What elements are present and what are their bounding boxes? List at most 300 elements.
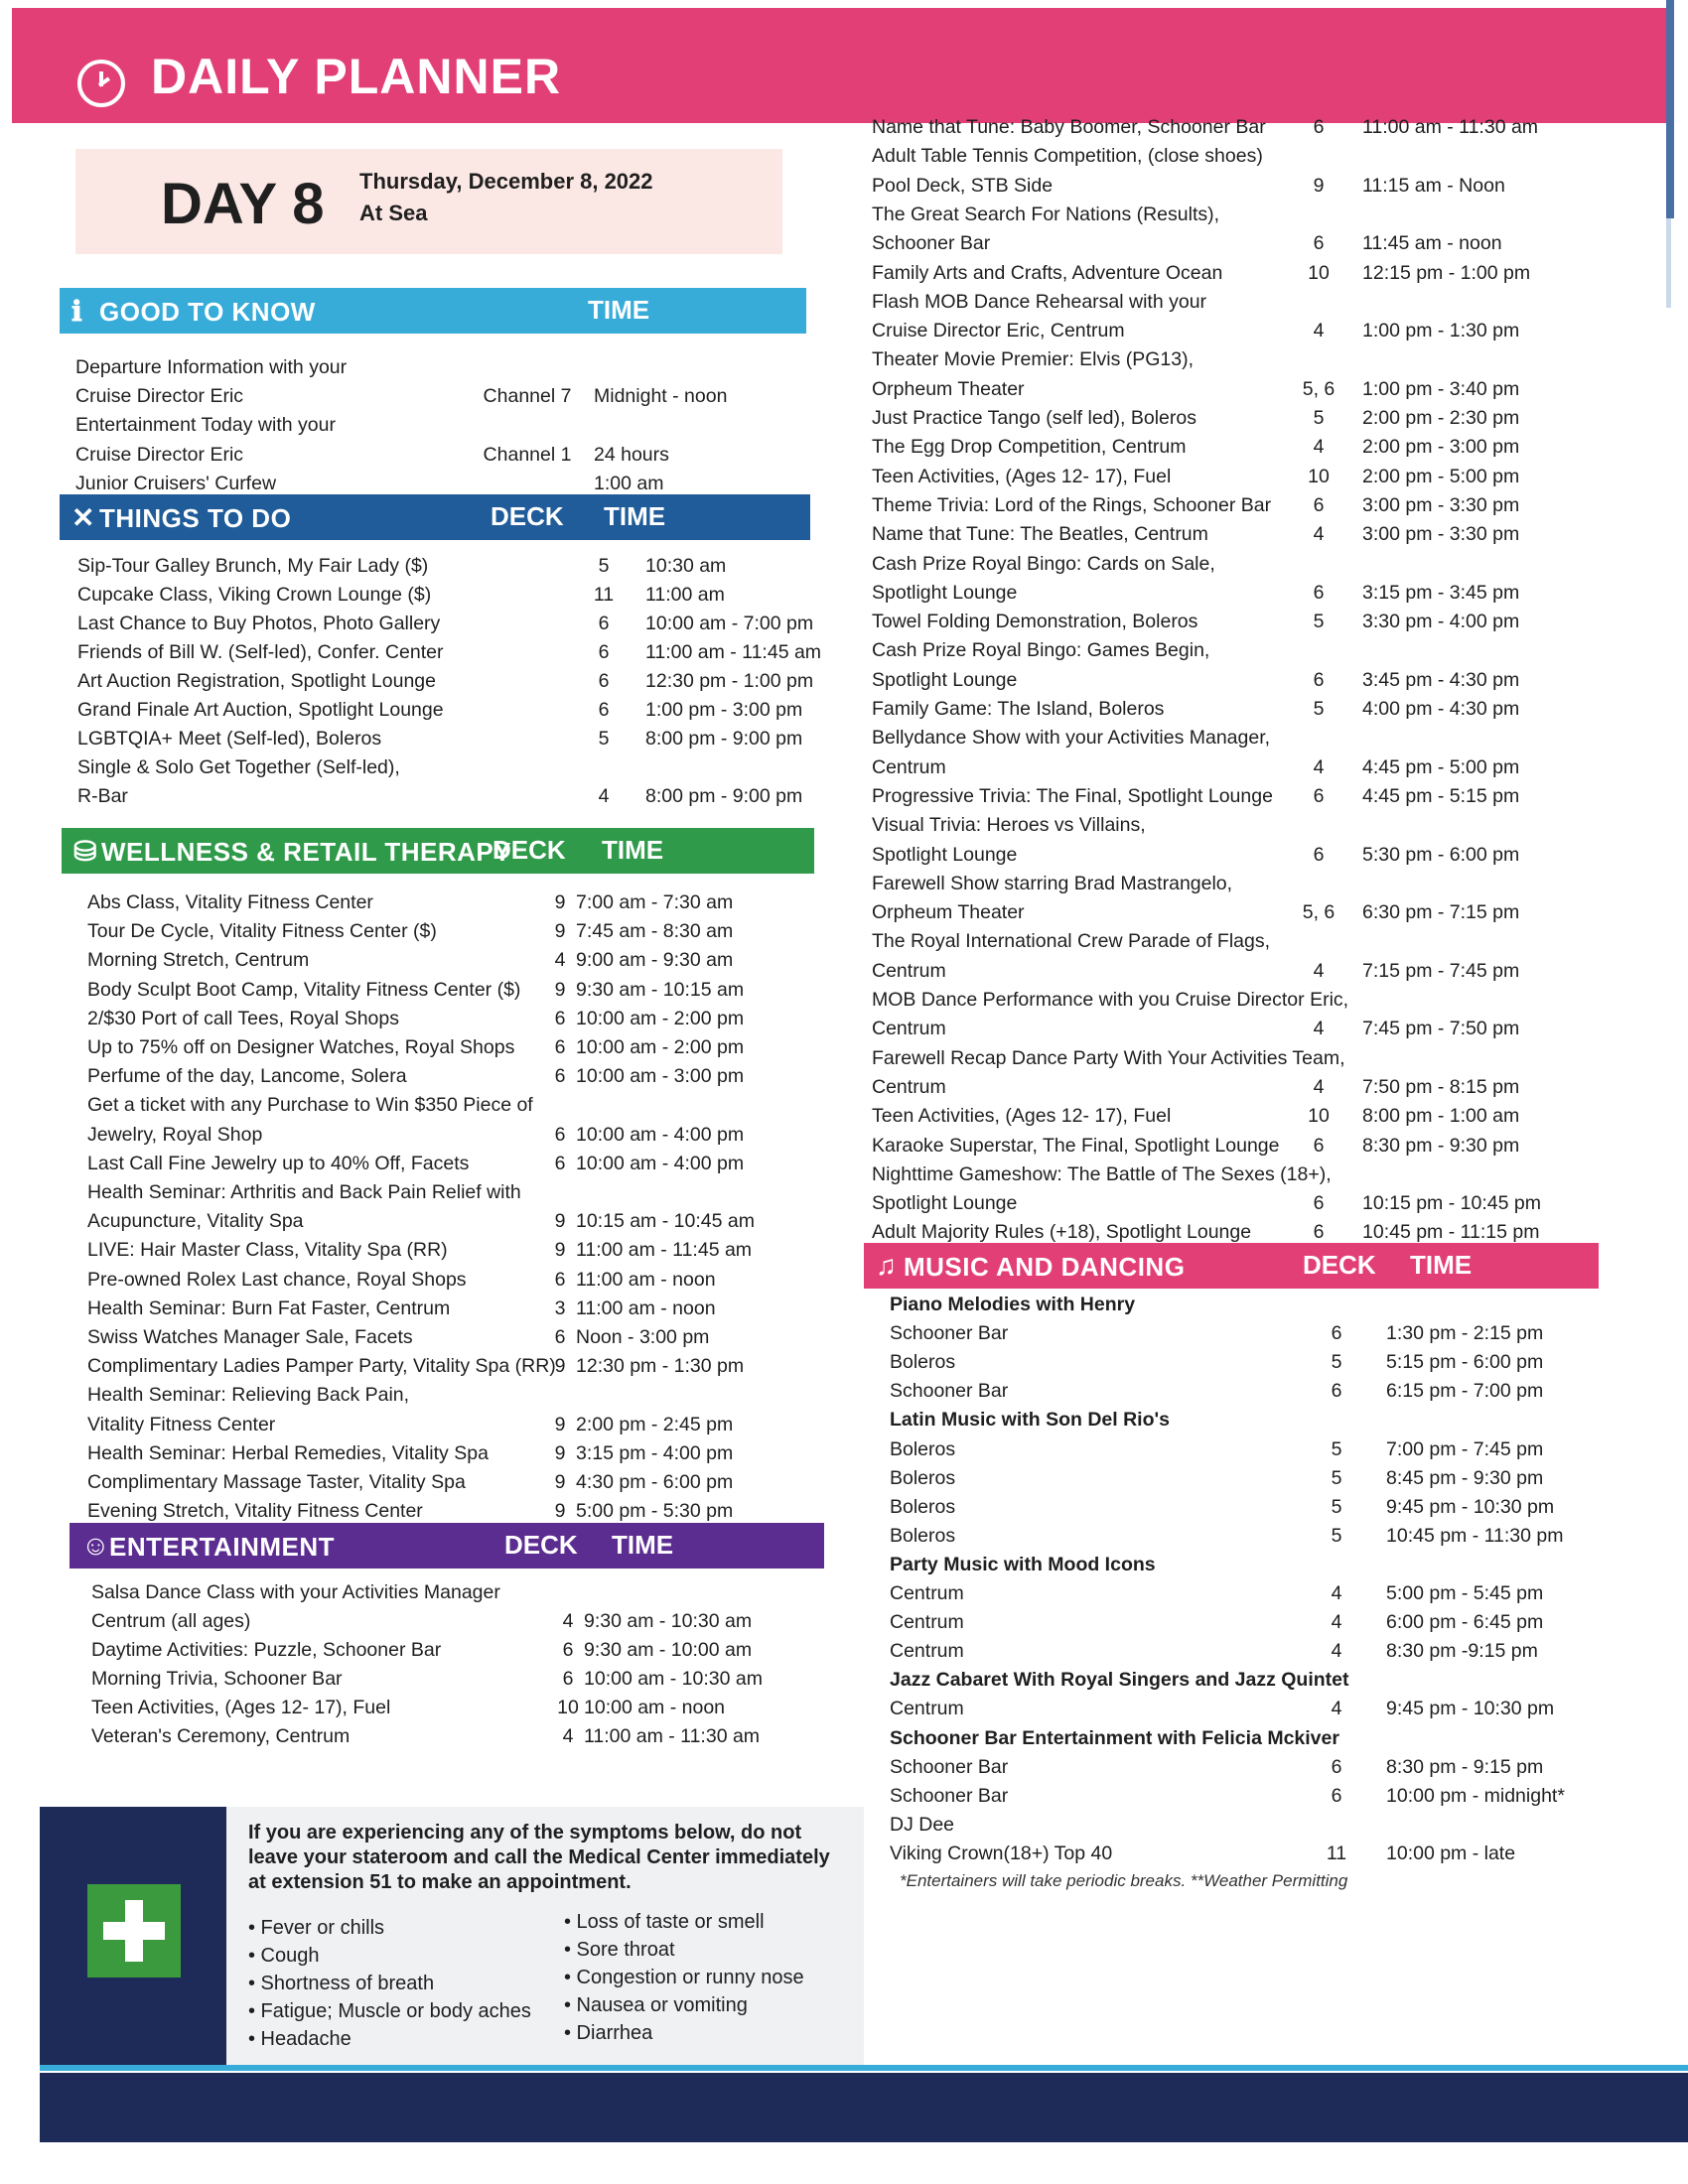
- table-row: [872, 375, 1591, 403]
- medical-notice: [40, 1807, 864, 2067]
- time-value: 8:45 pm - 9:30 pm: [1386, 1466, 1544, 1489]
- table-row: [872, 1132, 1591, 1160]
- table-row: [872, 317, 1591, 344]
- time-value: 1:00 am: [594, 472, 664, 494]
- activity-name: Junior Cruisers' Curfew: [75, 472, 277, 494]
- deck-value: 6: [1331, 1322, 1342, 1345]
- deck-header: DECK: [492, 835, 566, 865]
- time-value: 10:15 pm - 10:45 pm: [1362, 1192, 1541, 1215]
- activity-name: The Great Search For Nations (Results),: [872, 203, 1220, 225]
- deck-value: Channel 1: [483, 443, 572, 466]
- table-row: [87, 1236, 804, 1264]
- time-value: 3:00 pm - 3:30 pm: [1362, 493, 1520, 516]
- table-row: [872, 753, 1591, 781]
- table-row: [872, 229, 1591, 257]
- day-label: DAY 8: [161, 172, 325, 236]
- things-to-do-header: [60, 494, 810, 540]
- time-header: TIME: [612, 1530, 674, 1560]
- activity-name: Last Chance to Buy Photos, Photo Gallery: [77, 613, 441, 634]
- activity-name: Grand Finale Art Auction, Spotlight Lounge: [77, 699, 444, 721]
- deck-value: 6: [554, 1123, 566, 1146]
- table-row: [872, 841, 1591, 869]
- time-value: 5:00 pm - 5:45 pm: [1386, 1582, 1544, 1604]
- deck-value: 4: [1331, 1698, 1342, 1720]
- deck-value: 5: [1331, 1524, 1342, 1547]
- table-row: [890, 1811, 1615, 1839]
- table-row: [75, 441, 822, 469]
- footer-line: [40, 2065, 1688, 2071]
- table-row: [890, 1377, 1615, 1405]
- table-row: [872, 986, 1591, 1014]
- time-value: 7:50 pm - 8:15 pm: [1362, 1075, 1520, 1098]
- activity-name: Salsa Dance Class with your Activities Manager: [91, 1581, 500, 1603]
- symptom-item: • Fatigue; Muscle or body aches: [248, 2000, 531, 2022]
- deck-value: 4: [1313, 436, 1325, 459]
- time-value: 5:15 pm - 6:00 pm: [1386, 1351, 1544, 1374]
- activity-name: Morning Trivia, Schooner Bar: [91, 1668, 343, 1690]
- symptom-item: • Cough: [248, 1945, 320, 1967]
- deck-value: 5: [1313, 698, 1325, 720]
- time-value: 5:30 pm - 6:00 pm: [1362, 843, 1520, 866]
- symptom-item: • Fever or chills: [248, 1917, 385, 1939]
- header-banner: [12, 8, 1666, 123]
- table-row: [872, 870, 1591, 897]
- time-value: Midnight - noon: [594, 385, 728, 408]
- group-heading: Piano Melodies with Henry: [890, 1294, 1136, 1315]
- deck-value: 6: [1313, 581, 1325, 604]
- activity-name: Morning Stretch, Centrum: [87, 949, 310, 972]
- time-value: 3:15 pm - 4:00 pm: [576, 1441, 734, 1464]
- table-row: [872, 695, 1591, 723]
- deck-value: 6: [598, 613, 610, 634]
- table-row: [872, 666, 1591, 694]
- table-row: [872, 172, 1591, 200]
- deck-value: 4: [598, 785, 610, 807]
- time-value: 9:30 am - 10:30 am: [584, 1610, 753, 1632]
- activity-name: Body Sculpt Boot Camp, Vitality Fitness Center ($): [87, 978, 521, 1001]
- table-row: [75, 470, 822, 497]
- time-value: 2:00 pm - 2:30 pm: [1362, 407, 1520, 429]
- deck-value: 5, 6: [1302, 901, 1336, 924]
- activity-name: Centrum: [872, 1018, 946, 1040]
- activity-name: Boleros: [890, 1466, 956, 1489]
- time-value: 10:30 am: [645, 555, 727, 577]
- activity-name: Family Game: The Island, Boleros: [872, 698, 1165, 720]
- time-value: 4:45 pm - 5:00 pm: [1362, 755, 1520, 778]
- table-row: [890, 1435, 1615, 1463]
- activity-name: Cruise Director Eric, Centrum: [872, 320, 1125, 342]
- deck-value: 5: [1313, 407, 1325, 429]
- time-value: 1:00 pm - 1:30 pm: [1362, 320, 1520, 342]
- group-heading: Schooner Bar Entertainment with Felicia Mckiver: [890, 1726, 1339, 1749]
- deck-value: 6: [562, 1639, 574, 1661]
- deck-value: 6: [1331, 1784, 1342, 1807]
- activity-name: Tour De Cycle, Vitality Fitness Center ($): [87, 920, 437, 943]
- deck-value: 6: [1313, 116, 1325, 138]
- time-value: 3:45 pm - 4:30 pm: [1362, 668, 1520, 691]
- time-value: 11:00 am - noon: [576, 1268, 716, 1291]
- table-row: [872, 201, 1591, 228]
- entertainment-header: [70, 1523, 824, 1569]
- activity-name: Adult Table Tennis Competition, (close shoes): [872, 145, 1263, 168]
- activity-name: Farewell Show starring Brad Mastrangelo,: [872, 872, 1233, 894]
- activity-name: Abs Class, Vitality Fitness Center: [87, 891, 373, 913]
- table-row: [87, 1352, 804, 1380]
- symptom-item: • Loss of taste or smell: [564, 1911, 765, 1933]
- table-row: [890, 1464, 1615, 1492]
- time-value: 3:00 pm - 3:30 pm: [1362, 523, 1520, 546]
- table-row: [87, 1468, 804, 1496]
- deck-value: 4: [1331, 1582, 1342, 1604]
- table-row: [87, 1062, 804, 1090]
- time-value: 8:30 pm -9:15 pm: [1386, 1640, 1538, 1663]
- activity-name: Art Auction Registration, Spotlight Lounge: [77, 670, 436, 692]
- activity-name: Centrum: [872, 1075, 946, 1098]
- deck-value: 6: [554, 1326, 566, 1348]
- activity-name: Teen Activities, (Ages 12- 17), Fuel: [872, 465, 1172, 487]
- activity-name: Get a ticket with any Purchase to Win $350 Piece of: [87, 1094, 533, 1117]
- table-row: [872, 520, 1591, 548]
- table-row: [87, 1150, 804, 1177]
- time-value: 10:15 am - 10:45 am: [576, 1210, 755, 1233]
- deck-value: 9: [554, 1441, 566, 1464]
- table-row: [77, 552, 874, 580]
- activity-name: Theater Movie Premier: Elvis (PG13),: [872, 348, 1195, 371]
- edge-strip-light: [1666, 218, 1671, 308]
- section-title: ENTERTAINMENT: [109, 1532, 336, 1562]
- activity-name: Just Practice Tango (self led), Boleros: [872, 407, 1196, 429]
- time-value: 9:45 pm - 10:30 pm: [1386, 1698, 1555, 1720]
- table-row: [87, 1411, 804, 1438]
- activity-name: Cash Prize Royal Bingo: Cards on Sale,: [872, 552, 1215, 575]
- activity-name: Centrum: [890, 1640, 964, 1663]
- time-value: 1:00 pm - 3:00 pm: [645, 699, 803, 721]
- table-row: [872, 113, 1591, 141]
- deck-value: 4: [1313, 320, 1325, 342]
- activity-name: Daytime Activities: Puzzle, Schooner Bar: [91, 1639, 442, 1661]
- symptom-item: • Diarrhea: [564, 2022, 653, 2044]
- time-value: 10:00 pm - late: [1386, 1842, 1516, 1864]
- activity-name: DJ Dee: [890, 1813, 955, 1836]
- table-row: [872, 1218, 1591, 1246]
- table-row: [890, 1348, 1615, 1376]
- time-value: 7:00 am - 7:30 am: [576, 891, 734, 913]
- time-value: 10:00 am - 4:00 pm: [576, 1123, 745, 1146]
- table-row: [872, 142, 1591, 170]
- deck-value: 6: [554, 1007, 566, 1029]
- activity-name: Centrum: [872, 755, 946, 778]
- table-row: [872, 345, 1591, 373]
- deck-value: 6: [562, 1668, 574, 1690]
- wellness-header: [62, 828, 814, 874]
- time-value: 12:30 pm - 1:00 pm: [645, 670, 814, 692]
- activity-name: Centrum (all ages): [91, 1610, 251, 1632]
- shopping-bag-icon: ⛁: [73, 836, 97, 867]
- time-value: 24 hours: [594, 443, 669, 466]
- table-row: [890, 1579, 1615, 1607]
- table-row: [872, 550, 1591, 578]
- deck-value: 9: [554, 1239, 566, 1262]
- activity-name: Schooner Bar: [890, 1380, 1009, 1403]
- table-row: [87, 1121, 804, 1149]
- deck-header: DECK: [491, 501, 564, 531]
- time-value: 10:00 am - 3:00 pm: [576, 1065, 745, 1088]
- deck-value: 9: [554, 891, 566, 913]
- time-header: TIME: [1410, 1250, 1473, 1280]
- time-value: 3:15 pm - 3:45 pm: [1362, 581, 1520, 604]
- table-row: [872, 1102, 1591, 1130]
- time-value: 10:00 am - noon: [584, 1697, 726, 1718]
- medical-cross-icon: [87, 1884, 181, 1978]
- deck-value: 4: [554, 949, 566, 972]
- time-value: 7:15 pm - 7:45 pm: [1362, 959, 1520, 982]
- table-row: [77, 753, 874, 781]
- table-row: [87, 1178, 804, 1206]
- activity-name: Health Seminar: Herbal Remedies, Vitality Spa: [87, 1441, 489, 1464]
- time-value: 5:00 pm - 5:30 pm: [576, 1500, 734, 1523]
- symptom-item: • Congestion or runny nose: [564, 1967, 804, 1988]
- deck-value: 9: [554, 1355, 566, 1378]
- deck-value: 5, 6: [1302, 377, 1336, 400]
- time-header: TIME: [602, 835, 664, 865]
- activity-name: Boleros: [890, 1437, 956, 1460]
- time-value: 4:00 pm - 4:30 pm: [1362, 698, 1520, 720]
- activity-name: Veteran's Ceremony, Centrum: [91, 1725, 351, 1747]
- activity-name: The Royal International Crew Parade of Flags,: [872, 930, 1271, 953]
- table-row: [77, 782, 874, 810]
- deck-value: 6: [598, 641, 610, 663]
- table-row: [91, 1694, 812, 1721]
- symptom-item: • Nausea or vomiting: [564, 1994, 748, 2016]
- table-row: [91, 1578, 812, 1606]
- table-row: [872, 288, 1591, 316]
- time-value: 11:15 am - Noon: [1362, 174, 1505, 197]
- deck-value: 6: [1313, 1134, 1325, 1157]
- table-row: [87, 888, 804, 916]
- table-row: [87, 917, 804, 945]
- time-value: 9:30 am - 10:15 am: [576, 978, 745, 1001]
- activity-name: Spotlight Lounge: [872, 668, 1018, 691]
- table-row: [77, 610, 874, 637]
- table-row: [87, 1033, 804, 1061]
- table-row: [87, 1091, 804, 1119]
- table-row: [872, 1044, 1591, 1072]
- deck-value: 4: [562, 1610, 574, 1632]
- table-row: [890, 1522, 1615, 1550]
- activity-name: Schooner Bar: [890, 1755, 1009, 1778]
- activity-name: Schooner Bar: [872, 232, 991, 255]
- symptom-item: • Headache: [248, 2028, 352, 2050]
- section-title: WELLNESS & RETAIL THERAPY: [101, 837, 512, 867]
- time-value: 1:00 pm - 3:40 pm: [1362, 377, 1520, 400]
- deck-value: 9: [554, 1413, 566, 1435]
- table-row: [75, 382, 822, 410]
- time-value: 3:30 pm - 4:00 pm: [1362, 611, 1520, 633]
- table-row: [91, 1636, 812, 1664]
- table-row: [872, 404, 1591, 432]
- group-heading: Latin Music with Son Del Rio's: [890, 1409, 1170, 1432]
- activity-name: MOB Dance Performance with you Cruise Director Eric,: [872, 989, 1349, 1011]
- deck-value: 9: [554, 1500, 566, 1523]
- deck-value: 10: [1308, 465, 1330, 487]
- time-value: 12:30 pm - 1:30 pm: [576, 1355, 745, 1378]
- table-row: [872, 1073, 1591, 1101]
- activity-name: Farewell Recap Dance Party With Your Activities Team,: [872, 1046, 1345, 1069]
- deck-value: 5: [1313, 611, 1325, 633]
- activity-name: Cruise Director Eric: [75, 443, 244, 466]
- deck-value: 6: [1313, 1192, 1325, 1215]
- time-value: 10:00 pm - midnight*: [1386, 1784, 1565, 1807]
- activity-name: Nighttime Gameshow: The Battle of The Sexes (18+),: [872, 1162, 1332, 1185]
- deck-value: 6: [1331, 1755, 1342, 1778]
- deck-value: 9: [554, 978, 566, 1001]
- activity-name: Perfume of the day, Lancome, Solera: [87, 1065, 407, 1088]
- deck-value: 4: [1313, 1075, 1325, 1098]
- deck-value: 6: [554, 1065, 566, 1088]
- time-value: 9:45 pm - 10:30 pm: [1386, 1495, 1555, 1518]
- table-row: [890, 1637, 1615, 1665]
- footnote: *Entertainers will take periodic breaks. **Weather Permitting: [900, 1871, 1348, 1890]
- activity-name: Jewelry, Royal Shop: [87, 1123, 263, 1146]
- time-value: 10:00 am - 2:00 pm: [576, 1036, 745, 1058]
- table-row: [87, 1005, 804, 1032]
- activity-name: Progressive Trivia: The Final, Spotlight Lounge: [872, 784, 1273, 807]
- deck-value: 9: [1313, 174, 1325, 197]
- table-row: [872, 259, 1591, 287]
- activity-name: Health Seminar: Arthritis and Back Pain Relief with: [87, 1181, 521, 1203]
- deck-value: 4: [1331, 1611, 1342, 1634]
- deck-value: 4: [1313, 959, 1325, 982]
- deck-value: 11: [593, 584, 615, 606]
- time-value: 6:15 pm - 7:00 pm: [1386, 1380, 1544, 1403]
- activity-name: Health Seminar: Relieving Back Pain,: [87, 1384, 410, 1407]
- activity-name: R-Bar: [77, 785, 128, 807]
- activity-name: Entertainment Today with your: [75, 414, 336, 437]
- music-header: [864, 1243, 1599, 1289]
- time-value: 8:30 pm - 9:30 pm: [1362, 1134, 1520, 1157]
- activity-name: Visual Trivia: Heroes vs Villains,: [872, 814, 1146, 837]
- activity-name: Towel Folding Demonstration, Boleros: [872, 611, 1198, 633]
- deck-value: 4: [562, 1725, 574, 1747]
- table-row: [872, 1015, 1591, 1042]
- deck-value: 10: [1308, 1105, 1330, 1128]
- table-row: [872, 636, 1591, 664]
- table-row: [87, 1323, 804, 1351]
- time-header: TIME: [604, 501, 666, 531]
- table-row: [77, 581, 874, 609]
- activity-name: Bellydance Show with your Activities Manager,: [872, 727, 1271, 750]
- deck-value: 10: [1308, 261, 1330, 284]
- activity-name: Up to 75% off on Designer Watches, Royal Shops: [87, 1036, 515, 1058]
- deck-value: Channel 7: [483, 385, 572, 408]
- deck-value: 5: [1331, 1351, 1342, 1374]
- activity-name: Last Call Fine Jewelry up to 40% Off, Facets: [87, 1152, 470, 1174]
- deck-value: 6: [1313, 784, 1325, 807]
- activity-name: Sip-Tour Galley Brunch, My Fair Lady ($): [77, 555, 429, 577]
- table-row: [77, 638, 874, 666]
- deck-value: 5: [1331, 1495, 1342, 1518]
- table-row: [872, 957, 1591, 985]
- day-date: Thursday, December 8, 2022: [359, 169, 653, 194]
- deck-header: DECK: [504, 1530, 578, 1560]
- section-title: MUSIC AND DANCING: [904, 1252, 1186, 1282]
- deck-value: 4: [1313, 523, 1325, 546]
- table-row: [77, 667, 874, 695]
- clock-icon: [77, 60, 125, 107]
- table-row: [87, 1207, 804, 1235]
- deck-value: 5: [1331, 1466, 1342, 1489]
- table-row: [75, 411, 822, 439]
- activity-name: Evening Stretch, Vitality Fitness Center: [87, 1500, 423, 1523]
- activity-name: Pool Deck, STB Side: [872, 174, 1054, 197]
- activity-name: Flash MOB Dance Rehearsal with your: [872, 290, 1207, 313]
- table-row: [890, 1319, 1615, 1347]
- time-value: 7:00 pm - 7:45 pm: [1386, 1437, 1544, 1460]
- activity-name: Health Seminar: Burn Fat Faster, Centrum: [87, 1297, 451, 1319]
- table-row: [87, 946, 804, 974]
- music-note-icon: ♫: [876, 1250, 897, 1281]
- deck-value: 4: [1313, 755, 1325, 778]
- table-row: [890, 1753, 1615, 1781]
- time-header: TIME: [588, 295, 650, 325]
- time-value: 11:00 am - 11:45 am: [645, 641, 822, 663]
- activity-name: Teen Activities, (Ages 12- 17), Fuel: [872, 1105, 1172, 1128]
- table-row: [872, 491, 1591, 519]
- activity-name: Name that Tune: Baby Boomer, Schooner Bar: [872, 116, 1266, 138]
- time-value: 1:30 pm - 2:15 pm: [1386, 1322, 1544, 1345]
- activity-name: Spotlight Lounge: [872, 843, 1018, 866]
- deck-value: 6: [1313, 668, 1325, 691]
- page-title: DAILY PLANNER: [151, 49, 562, 104]
- deck-value: 9: [554, 920, 566, 943]
- activity-name: Name that Tune: The Beatles, Centrum: [872, 523, 1208, 546]
- activity-name: 2/$30 Port of call Tees, Royal Shops: [87, 1007, 399, 1029]
- table-row: [87, 1381, 804, 1409]
- deck-value: 4: [1313, 1018, 1325, 1040]
- time-value: 8:30 pm - 9:15 pm: [1386, 1755, 1544, 1778]
- table-row: [872, 579, 1591, 607]
- activity-name: Complimentary Ladies Pamper Party, Vitality Spa (RR): [87, 1355, 556, 1378]
- time-value: 11:45 am - noon: [1362, 232, 1502, 255]
- time-value: 7:45 am - 8:30 am: [576, 920, 734, 943]
- table-row: [91, 1607, 812, 1635]
- deck-value: 5: [598, 728, 610, 750]
- good-to-know-header: [60, 288, 806, 334]
- deck-value: 4: [1331, 1640, 1342, 1663]
- time-value: 8:00 pm - 1:00 am: [1362, 1105, 1520, 1128]
- activity-name: Friends of Bill W. (Self-led), Confer. Center: [77, 641, 444, 663]
- notice-side-panel: [40, 1807, 226, 2067]
- table-row: [87, 1295, 804, 1322]
- time-value: 10:00 am - 7:00 pm: [645, 613, 814, 634]
- time-value: 12:15 pm - 1:00 pm: [1362, 261, 1531, 284]
- symptom-item: • Sore throat: [564, 1939, 675, 1961]
- table-row: [872, 1160, 1591, 1188]
- activity-name: Vitality Fitness Center: [87, 1413, 276, 1435]
- activity-name: Karaoke Superstar, The Final, Spotlight Lounge: [872, 1134, 1280, 1157]
- activity-name: Departure Information with your: [75, 356, 348, 378]
- deck-value: 6: [1313, 232, 1325, 255]
- activity-name: Single & Solo Get Together (Self-led),: [77, 756, 400, 778]
- activity-name: Cruise Director Eric: [75, 385, 244, 408]
- deck-value: 10: [557, 1697, 579, 1718]
- activity-name: Teen Activities, (Ages 12- 17), Fuel: [91, 1697, 391, 1718]
- table-row: [890, 1551, 1615, 1578]
- activity-name: Boleros: [890, 1524, 956, 1547]
- deck-value: 9: [554, 1210, 566, 1233]
- time-value: 10:45 pm - 11:15 pm: [1362, 1221, 1540, 1244]
- activity-name: Schooner Bar: [890, 1784, 1009, 1807]
